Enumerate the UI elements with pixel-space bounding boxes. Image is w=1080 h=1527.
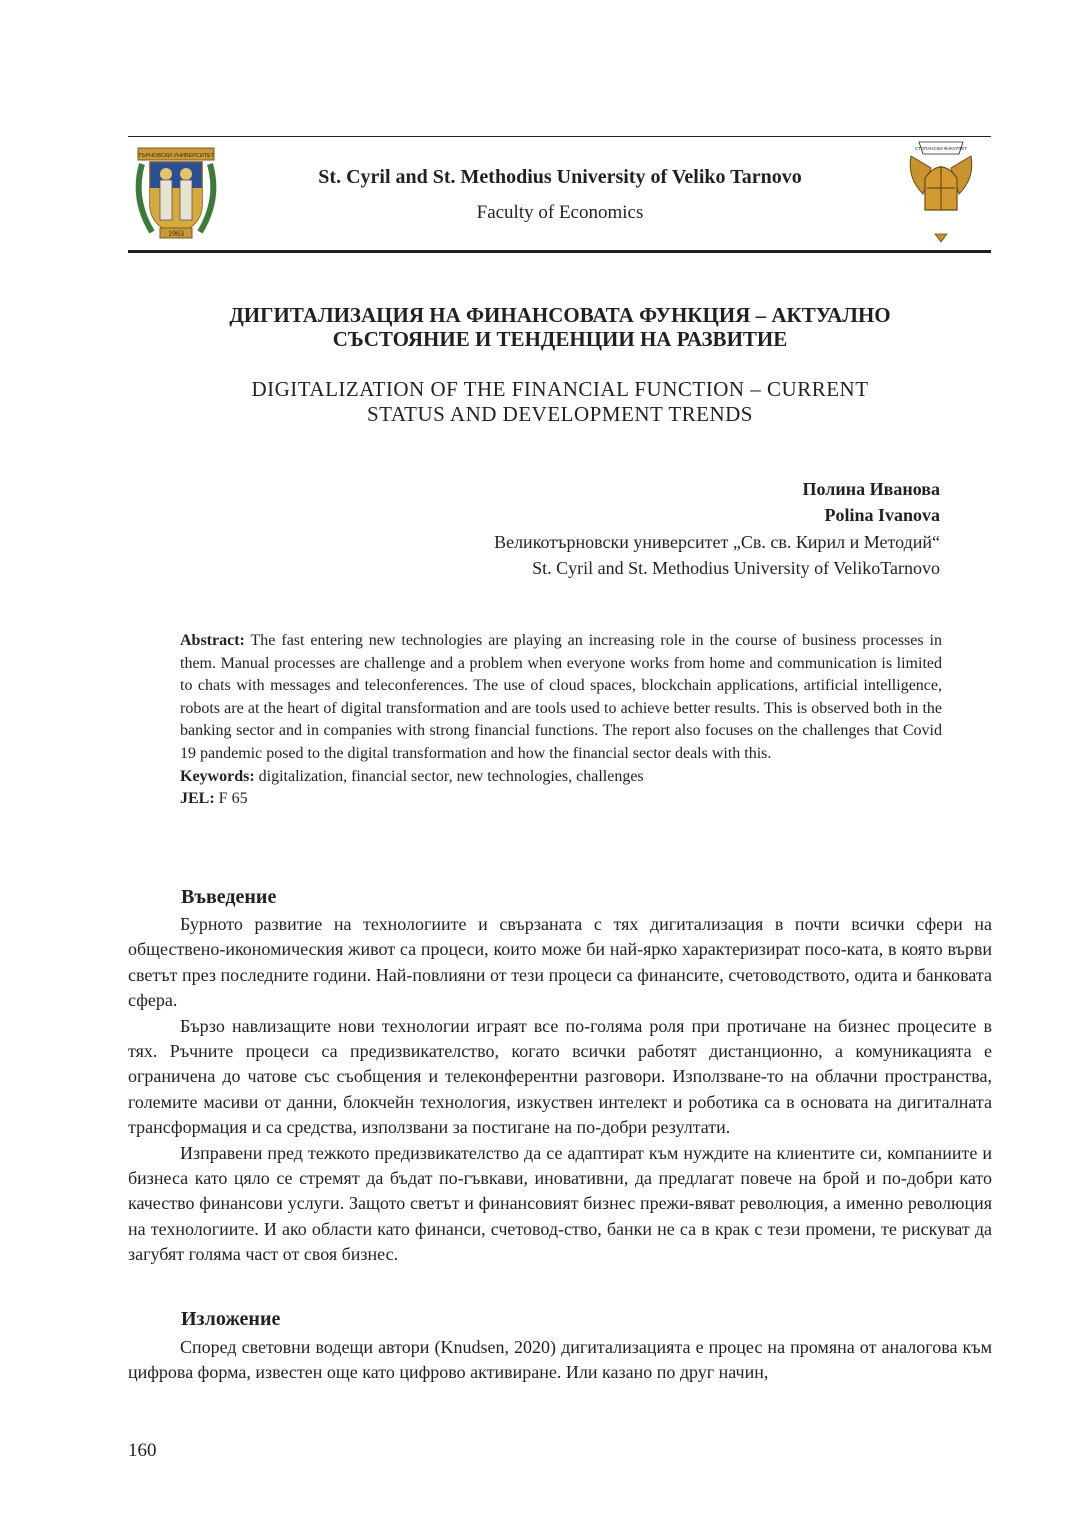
introduction-heading: Въведение (181, 886, 277, 908)
crest-year: 1963 (168, 229, 184, 238)
keywords-label: Keywords: (180, 767, 255, 785)
jel-line (180, 788, 942, 811)
title-bulgarian (150, 303, 970, 351)
author-affiliation-en: St. Cyril and St. Methodius University of VelikoTarnovo (532, 558, 940, 578)
abstract-text: The fast entering new technologies are playing an increasing role in the course of business processes in them. Manual processes are challenge and a problem when everyone works from home and communication is limited to chats with messages and teleconferences. The use of cloud spaces, blockchain applications, artificial intelligence, robots are at the heart of digital transformation and are tools used to achieve better results. This is observed both in the banking sector and in companies with strong financial functions. The report also focuses on the challenges that Covid 19 pandemic posed to the digital transformation and how the financial sector deals with this. (180, 632, 942, 762)
title-bg-line-2: СЪСТОЯНИЕ И ТЕНДЕНЦИИ НА РАЗВИТИЕ (332, 327, 788, 351)
exposition-heading: Изложение (181, 1308, 281, 1330)
faculty-name: Faculty of Economics (476, 202, 644, 223)
jel-text: F 65 (214, 790, 248, 808)
university-name: St. Cyril and St. Methodius University of Veliko Tarnovo (318, 166, 802, 188)
exposition-paragraph-1: Според световни водещи автори (Knudsen, 2020) дигитализацията е процес на промяна от аналогова към цифрова форма, известен още като цифрово активиране. Или казано по друг начин, (128, 1337, 992, 1383)
intro-paragraph-2: Бързо навлизащите нови технологии играят все по-голяма роля при протичане на бизнес процесите в тях. Ръчните процеси са предизвикателство, когато всички работят дистанционно, а комуникацията е ограничена до чатове със съобщения и телеконферентни разговори. Използване-то на облачни пространства, големите масиви от данни, блокчейн технология, изкуствен интелект и роботика са в основата на дигиталната трансформация и са средства, използвани за постигане на по-добри резултати. (128, 1015, 992, 1138)
abstract-paragraph (180, 630, 942, 766)
title-english (150, 377, 970, 427)
header-bottom-rule (128, 250, 991, 253)
keywords-line (180, 766, 942, 789)
author-affiliation-bg: Великотърновски университет „Св. св. Кирил и Методий“ (494, 532, 940, 552)
abstract-label: Abstract: (180, 632, 245, 649)
faculty-emblem-icon (905, 138, 977, 248)
keywords-text: digitalization, financial sector, new technologies, challenges (254, 767, 644, 785)
intro-paragraph-3: Изправени пред тежкото предизвикателство да се адаптират към нуждите на клиентите си, компаниите и бизнеса като цяло се стремят да бъдат по-гъвкави, иновативни, да предлагат повече на брой и по-добри като качество финансови услуги. Защото светът и финансовият бизнес прежи-вяват революция, а именно революция на технологиите. И ако области като финанси, счетовод-ство, банки не са в крак с тези промени, те рискуват да загубят голяма част от своя бизнес. (128, 1142, 992, 1265)
title-bg-line-1: ДИГИТАЛИЗАЦИЯ НА ФИНАНСОВАТА ФУНКЦИЯ – АКТУАЛНО (229, 303, 891, 327)
crest-banner-text: ТЪРНОВСКИ УНИВЕРСИТЕТ (137, 153, 215, 159)
page-number: 160 (128, 1440, 157, 1461)
author-name-bg: Полина Иванова (802, 479, 940, 499)
university-crest-icon (130, 144, 222, 244)
emblem-banner-text: СТОПАНСКИ ФАКУЛТЕТ (914, 146, 968, 151)
header-top-rule (128, 136, 991, 137)
title-en-line-1: DIGITALIZATION OF THE FINANCIAL FUNCTION – CURRENT (251, 377, 869, 401)
title-en-line-2: STATUS AND DEVELOPMENT TRENDS (367, 402, 753, 426)
author-name-en: Polina Ivanova (824, 505, 940, 525)
abstract-block (180, 630, 942, 811)
exposition-body (128, 1335, 992, 1386)
intro-paragraph-1: Бурното развитие на технологиите и свързаната с тях дигитализация в почти всички сфери на обществено-икономическия живот са процеси, които може би най-ярко характеризират посо-ката, в която върви светът през последните години. Най-повлияни от тези процеси са финансите, счетоводството, одита и банковата сфера. (128, 914, 992, 1011)
introduction-body (128, 912, 992, 1268)
jel-label: JEL: (180, 790, 215, 808)
